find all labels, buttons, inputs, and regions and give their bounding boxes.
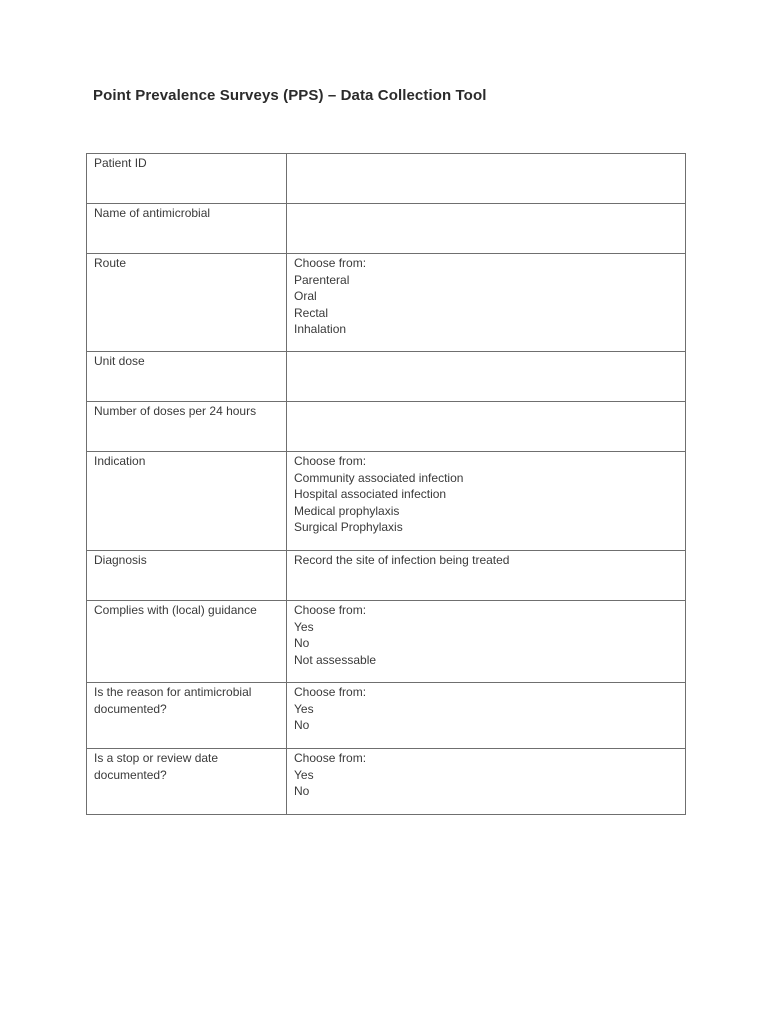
option-rectal: Rectal bbox=[294, 305, 329, 320]
label-text: documented? bbox=[94, 767, 167, 782]
value-cell-unit-dose[interactable] bbox=[287, 352, 686, 402]
value-cell-antimicrobial-name[interactable] bbox=[287, 204, 686, 254]
label-cell bbox=[87, 254, 287, 352]
value-cell-reason-documented[interactable] bbox=[287, 683, 686, 749]
label-text: Unit dose bbox=[94, 354, 145, 368]
value-cell-indication[interactable] bbox=[287, 452, 686, 551]
row-patient-id bbox=[87, 154, 686, 204]
option-inhalation: Inhalation bbox=[294, 322, 347, 336]
value-text: Choose from: bbox=[294, 751, 367, 765]
label-text: Diagnosis bbox=[94, 553, 147, 567]
value-cell-diagnosis[interactable] bbox=[287, 551, 686, 601]
option-not-assessable: Not assessable bbox=[294, 652, 377, 667]
label-cell bbox=[87, 683, 287, 749]
value-text: Record the site of infection being treated bbox=[294, 553, 510, 567]
option-no: No bbox=[294, 718, 310, 732]
value-cell-doses-per-24h[interactable] bbox=[287, 402, 686, 452]
value-text: Choose from: bbox=[294, 685, 367, 699]
value-cell-stop-review-date[interactable] bbox=[287, 749, 686, 815]
label-cell bbox=[87, 204, 287, 254]
label-cell bbox=[87, 749, 287, 815]
row-stop-review-date bbox=[87, 749, 686, 815]
label-cell bbox=[87, 551, 287, 601]
value-cell-route[interactable] bbox=[287, 254, 686, 352]
value-text: Choose from: bbox=[294, 454, 367, 468]
label-text: Patient ID bbox=[94, 156, 147, 170]
option-community-infection: Community associated infection bbox=[294, 470, 464, 485]
option-yes: Yes bbox=[294, 701, 314, 716]
option-yes: Yes bbox=[294, 619, 314, 634]
row-route bbox=[87, 254, 686, 352]
value-cell-guidance-compliance[interactable] bbox=[287, 601, 686, 683]
value-text: Choose from: bbox=[294, 603, 367, 617]
label-text: Name of antimicrobial bbox=[94, 206, 211, 220]
option-yes: Yes bbox=[294, 767, 314, 782]
option-parenteral: Parenteral bbox=[294, 272, 350, 287]
option-hospital-infection: Hospital associated infection bbox=[294, 487, 447, 501]
label-text: Is a stop or review date bbox=[94, 751, 219, 765]
option-surgical-prophylaxis: Surgical Prophylaxis bbox=[294, 520, 403, 534]
option-no: No bbox=[294, 784, 310, 798]
value-cell-patient-id[interactable] bbox=[287, 154, 686, 204]
label-cell bbox=[87, 452, 287, 551]
label-cell bbox=[87, 402, 287, 452]
row-antimicrobial-name bbox=[87, 204, 686, 254]
label-text: Indication bbox=[94, 454, 146, 468]
label-text: documented? bbox=[94, 701, 167, 716]
row-reason-documented bbox=[87, 683, 686, 749]
label-text: Complies with (local) guidance bbox=[94, 603, 257, 617]
option-oral: Oral bbox=[294, 289, 317, 303]
value-text: Choose from: bbox=[294, 256, 367, 270]
row-guidance-compliance bbox=[87, 601, 686, 683]
label-text: Route bbox=[94, 256, 127, 270]
label-text: Is the reason for antimicrobial bbox=[94, 685, 252, 699]
document-title: Point Prevalence Surveys (PPS) – Data Collection Tool bbox=[93, 87, 487, 104]
data-collection-table bbox=[86, 153, 686, 815]
label-cell bbox=[87, 154, 287, 204]
label-text: Number of doses per 24 hours bbox=[94, 404, 257, 418]
option-no: No bbox=[294, 636, 310, 650]
label-cell bbox=[87, 601, 287, 683]
option-medical-prophylaxis: Medical prophylaxis bbox=[294, 503, 400, 518]
row-diagnosis bbox=[87, 551, 686, 601]
label-cell bbox=[87, 352, 287, 402]
row-unit-dose bbox=[87, 352, 686, 402]
row-indication bbox=[87, 452, 686, 551]
row-doses-per-24h bbox=[87, 402, 686, 452]
